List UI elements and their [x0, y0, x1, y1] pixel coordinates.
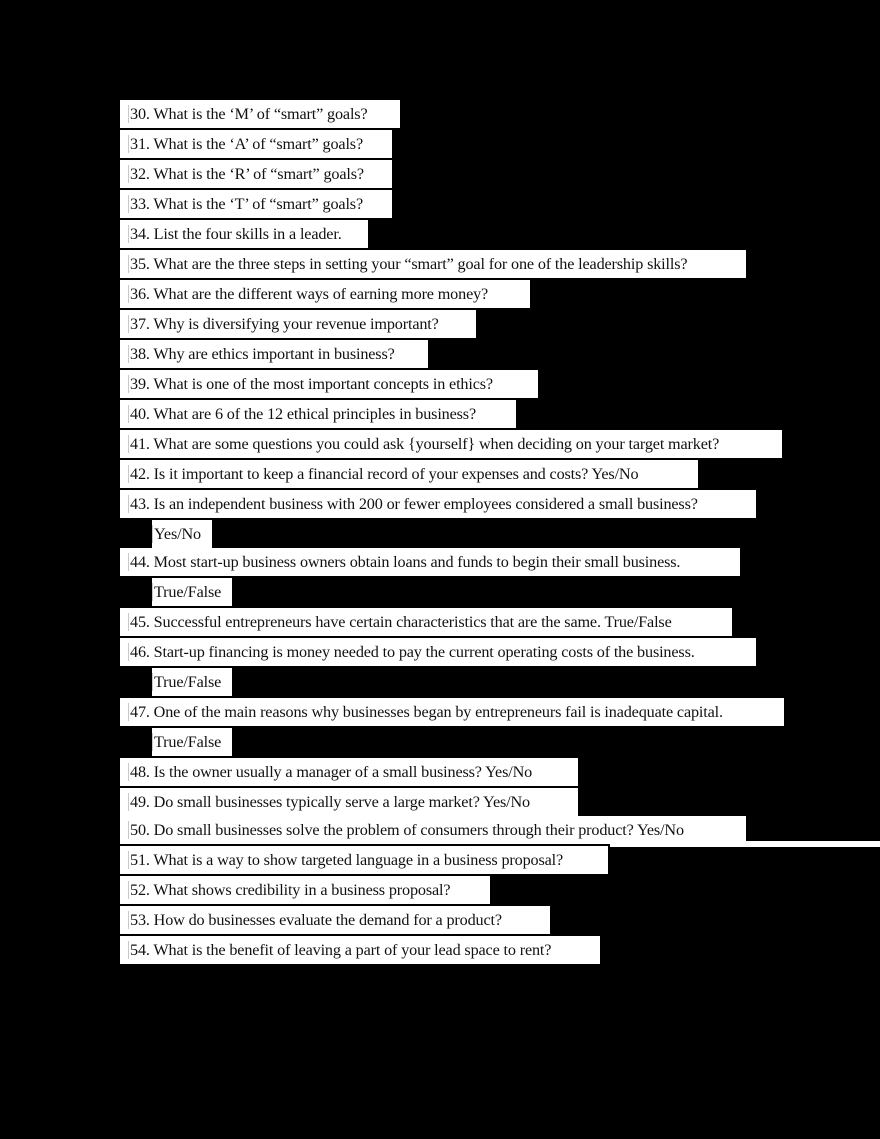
question-46: [120, 638, 756, 666]
question-text: 43. Is an independent business with 200 or fewer employees considered a small business?: [130, 495, 698, 513]
question-text: 42. Is it important to keep a financial record of your expenses and costs? Yes/No: [130, 465, 639, 483]
question-36: [120, 280, 530, 308]
question-text: 44. Most start-up business owners obtain loans and funds to begin their small business.: [130, 553, 681, 571]
question-51: [120, 846, 608, 874]
question-31: [120, 130, 392, 158]
question-44: [120, 548, 740, 576]
question-46-answer-options: [152, 668, 232, 696]
answer-options: True/False: [154, 733, 222, 751]
stray-white-stripe: [610, 841, 880, 847]
question-text: 47. One of the main reasons why businesses began by entrepreneurs fail is inadequate capital.: [130, 703, 723, 721]
question-30: [120, 100, 400, 128]
question-47: [120, 698, 784, 726]
question-53: [120, 906, 550, 934]
question-32: [120, 160, 392, 188]
question-text: 50. Do small businesses solve the problem of consumers through their product? Yes/No: [130, 821, 684, 839]
question-52: [120, 876, 490, 904]
question-text: 39. What is one of the most important concepts in ethics?: [130, 375, 493, 393]
question-45: [120, 608, 732, 636]
question-text: 37. Why is diversifying your revenue important?: [130, 315, 439, 333]
question-43: [120, 490, 756, 518]
question-49: [120, 788, 578, 816]
question-35: [120, 250, 746, 278]
question-text: 40. What are 6 of the 12 ethical principles in business?: [130, 405, 476, 423]
answer-options: True/False: [154, 583, 222, 601]
question-38: [120, 340, 428, 368]
question-text: 53. How do businesses evaluate the demand for a product?: [130, 911, 502, 929]
question-text: 49. Do small businesses typically serve a large market? Yes/No: [130, 793, 530, 811]
question-text: 32. What is the ‘R’ of “smart” goals?: [130, 165, 364, 183]
question-text: 46. Start-up financing is money needed to pay the current operating costs of the business.: [130, 643, 695, 661]
question-43-answer-options: [152, 520, 212, 548]
answer-options: True/False: [154, 673, 222, 691]
question-54: [120, 936, 600, 964]
question-text: 36. What are the different ways of earning more money?: [130, 285, 489, 303]
question-text: 30. What is the ‘M’ of “smart” goals?: [130, 105, 368, 123]
question-text: 52. What shows credibility in a business proposal?: [130, 881, 451, 899]
question-text: 38. Why are ethics important in business?: [130, 345, 395, 363]
question-text: 33. What is the ‘T’ of “smart” goals?: [130, 195, 363, 213]
question-text: 45. Successful entrepreneurs have certain characteristics that are the same. True/False: [130, 613, 672, 631]
answer-options: Yes/No: [154, 525, 201, 543]
question-50: [120, 816, 746, 844]
question-text: 31. What is the ‘A’ of “smart” goals?: [130, 135, 363, 153]
question-41: [120, 430, 782, 458]
question-text: 51. What is a way to show targeted language in a business proposal?: [130, 851, 564, 869]
question-42: [120, 460, 698, 488]
question-47-answer-options: [152, 728, 232, 756]
question-text: 35. What are the three steps in setting your “smart” goal for one of the leadership skills?: [130, 255, 688, 273]
question-33: [120, 190, 392, 218]
question-text: 41. What are some questions you could ask {yourself} when deciding on your target market?: [130, 435, 720, 453]
question-text: 48. Is the owner usually a manager of a small business? Yes/No: [130, 763, 533, 781]
question-39: [120, 370, 538, 398]
question-40: [120, 400, 516, 428]
question-44-answer-options: [152, 578, 232, 606]
question-48: [120, 758, 578, 786]
question-34: [120, 220, 368, 248]
question-text: 34. List the four skills in a leader.: [130, 225, 342, 243]
question-text: 54. What is the benefit of leaving a part of your lead space to rent?: [130, 941, 552, 959]
question-37: [120, 310, 476, 338]
